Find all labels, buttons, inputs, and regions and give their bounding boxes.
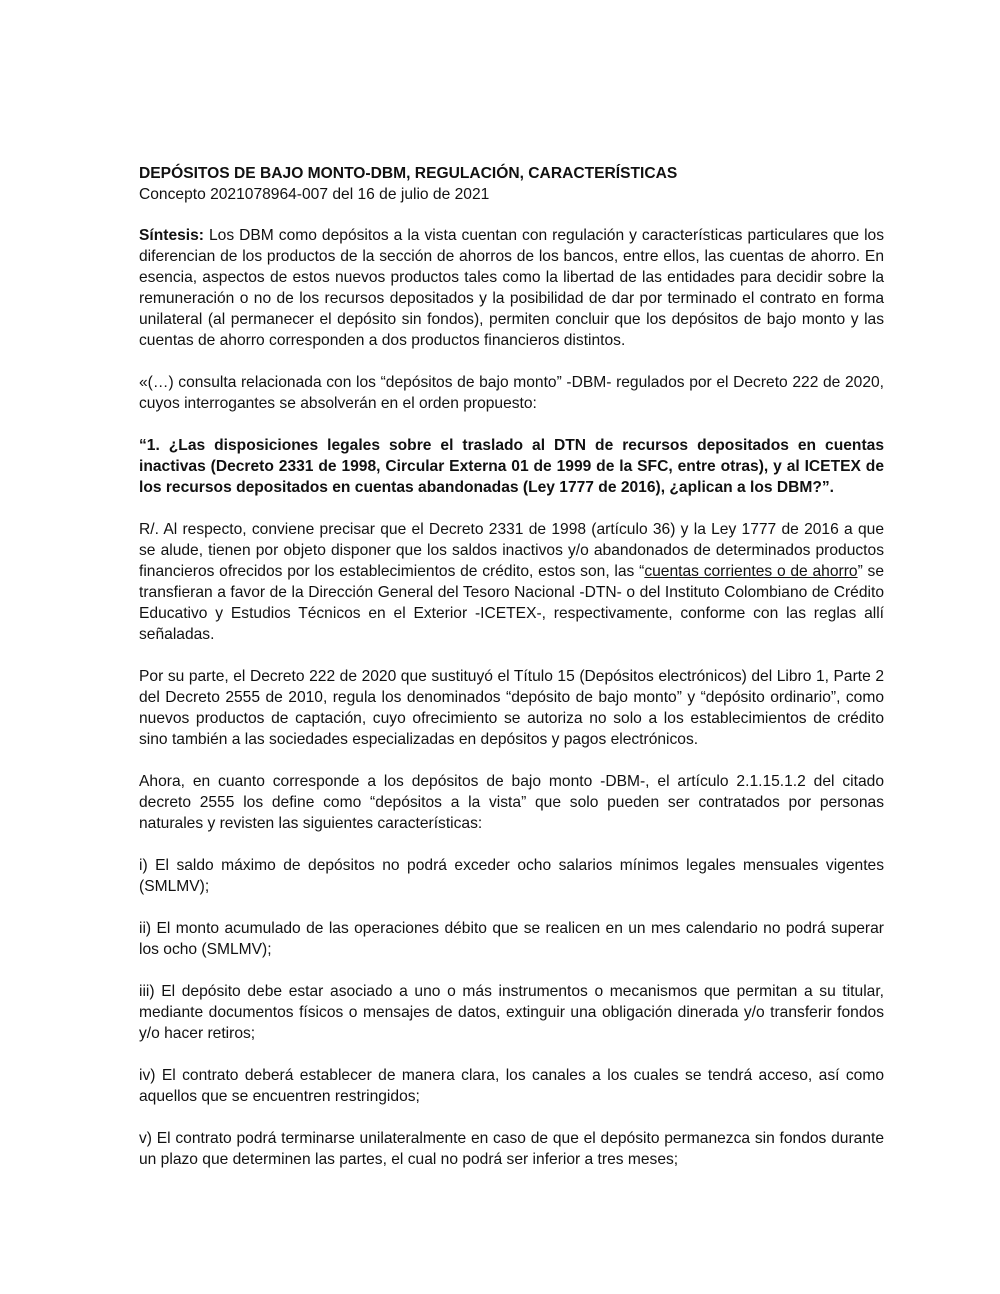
ahora-paragraph: Ahora, en cuanto corresponde a los depósitos de bajo monto -DBM-, el artículo 2.1.15.1.2 del citado decreto 2555 los define como “depósitos a la vista” que solo pueden ser contratados por personas naturales y revisten las siguientes características: — [139, 773, 884, 832]
document-subtitle: Concepto 2021078964-007 del 16 de julio de 2021 — [139, 186, 490, 203]
intro-paragraph: «(…) consulta relacionada con los “depósitos de bajo monto” -DBM- regulados por el Decreto 222 de 2020, cuyos interrogantes se absolverán en el orden propuesto: — [139, 374, 884, 412]
question-1: “1. ¿Las disposiciones legales sobre el traslado al DTN de recursos depositados en cuentas inactivas (Decreto 2331 de 1998, Circular Externa 01 de 1999 de la SFC, entre otras), y al ICETEX de los recursos depositados en cuentas abandonadas (Ley 1777 de 2016), ¿aplican a los DBM?”. — [139, 437, 884, 496]
decreto-paragraph: Por su parte, el Decreto 222 de 2020 que sustituyó el Título 15 (Depósitos electrónicos) del Libro 1, Parte 2 del Decreto 2555 de 2010, regula los denominados “depósito de bajo monto” y “depósito ordinario”, como nuevos productos de captación, cuyo ofrecimiento se autoriza no solo a los establecimientos de crédito sino también a las sociedades especializadas en depósitos y pagos electrónicos. — [139, 668, 884, 748]
sintesis-label: Síntesis: — [139, 227, 204, 244]
list-item: v) El contrato podrá terminarse unilateralmente en caso de que el depósito permanezca sin fondos durante un plazo que determinen las partes, el cual no podrá ser inferior a tres meses; — [139, 1130, 884, 1168]
sintesis-paragraph — [139, 225, 884, 351]
list-item: ii) El monto acumulado de las operaciones débito que se realicen en un mes calendario no podrá superar los ocho (SMLMV); — [139, 920, 884, 958]
list-item: i) El saldo máximo de depósitos no podrá exceder ocho salarios mínimos legales mensuales vigentes (SMLMV); — [139, 857, 884, 895]
list-item: iv) El contrato deberá establecer de manera clara, los canales a los cuales se tendrá acceso, así como aquellos que se encuentren restringidos; — [139, 1067, 884, 1105]
document-page — [139, 163, 884, 1191]
sintesis-text: Los DBM como depósitos a la vista cuentan con regulación y características particulares que los diferencian de los productos de la sección de ahorros de los bancos, entre ellos, las cuentas de ahorro. En esencia, aspectos de estos nuevos productos tales como la libertad de las entidades para decidir sobre la remuneración o no de los recursos depositados y la posibilidad de dar por terminado el contrato en forma unilateral (al permanecer el depósito sin fondos), permiten concluir que los depósitos de bajo monto y las cuentas de ahorro corresponden a dos productos financieros distintos. — [139, 227, 884, 349]
underlined-phrase: cuentas corrientes o de ahorro — [644, 563, 858, 580]
document-title: DEPÓSITOS DE BAJO MONTO-DBM, REGULACIÓN, CARACTERÍSTICAS — [139, 165, 678, 182]
answer-1-text-a: R/. Al respecto, conviene precisar que el Decreto 2331 de 1998 (artículo 36) y la Ley 1777 de 2016 a que se alude, tienen por objeto disponer que los saldos inactivos y/o abandonados de determinados productos financieros ofrecidos por los establecimientos de crédito, estos son, las “ — [139, 521, 884, 580]
list-item: iii) El depósito debe estar asociado a uno o más instrumentos o mecanismos que permitan a su titular, mediante documentos físicos o mensajes de datos, extinguir una obligación dinerada y/o transferir fondos y/o hacer retiros; — [139, 983, 884, 1042]
answer-1-paragraph — [139, 519, 884, 645]
answer-1-text-b: ” se transfieran a favor de la Dirección General del Tesoro Nacional -DTN- o del Instituto Colombiano de Crédito Educativo y Estudios Técnicos en el Exterior -ICETEX-, respectivamente, conforme con las reglas allí señaladas. — [139, 563, 885, 643]
